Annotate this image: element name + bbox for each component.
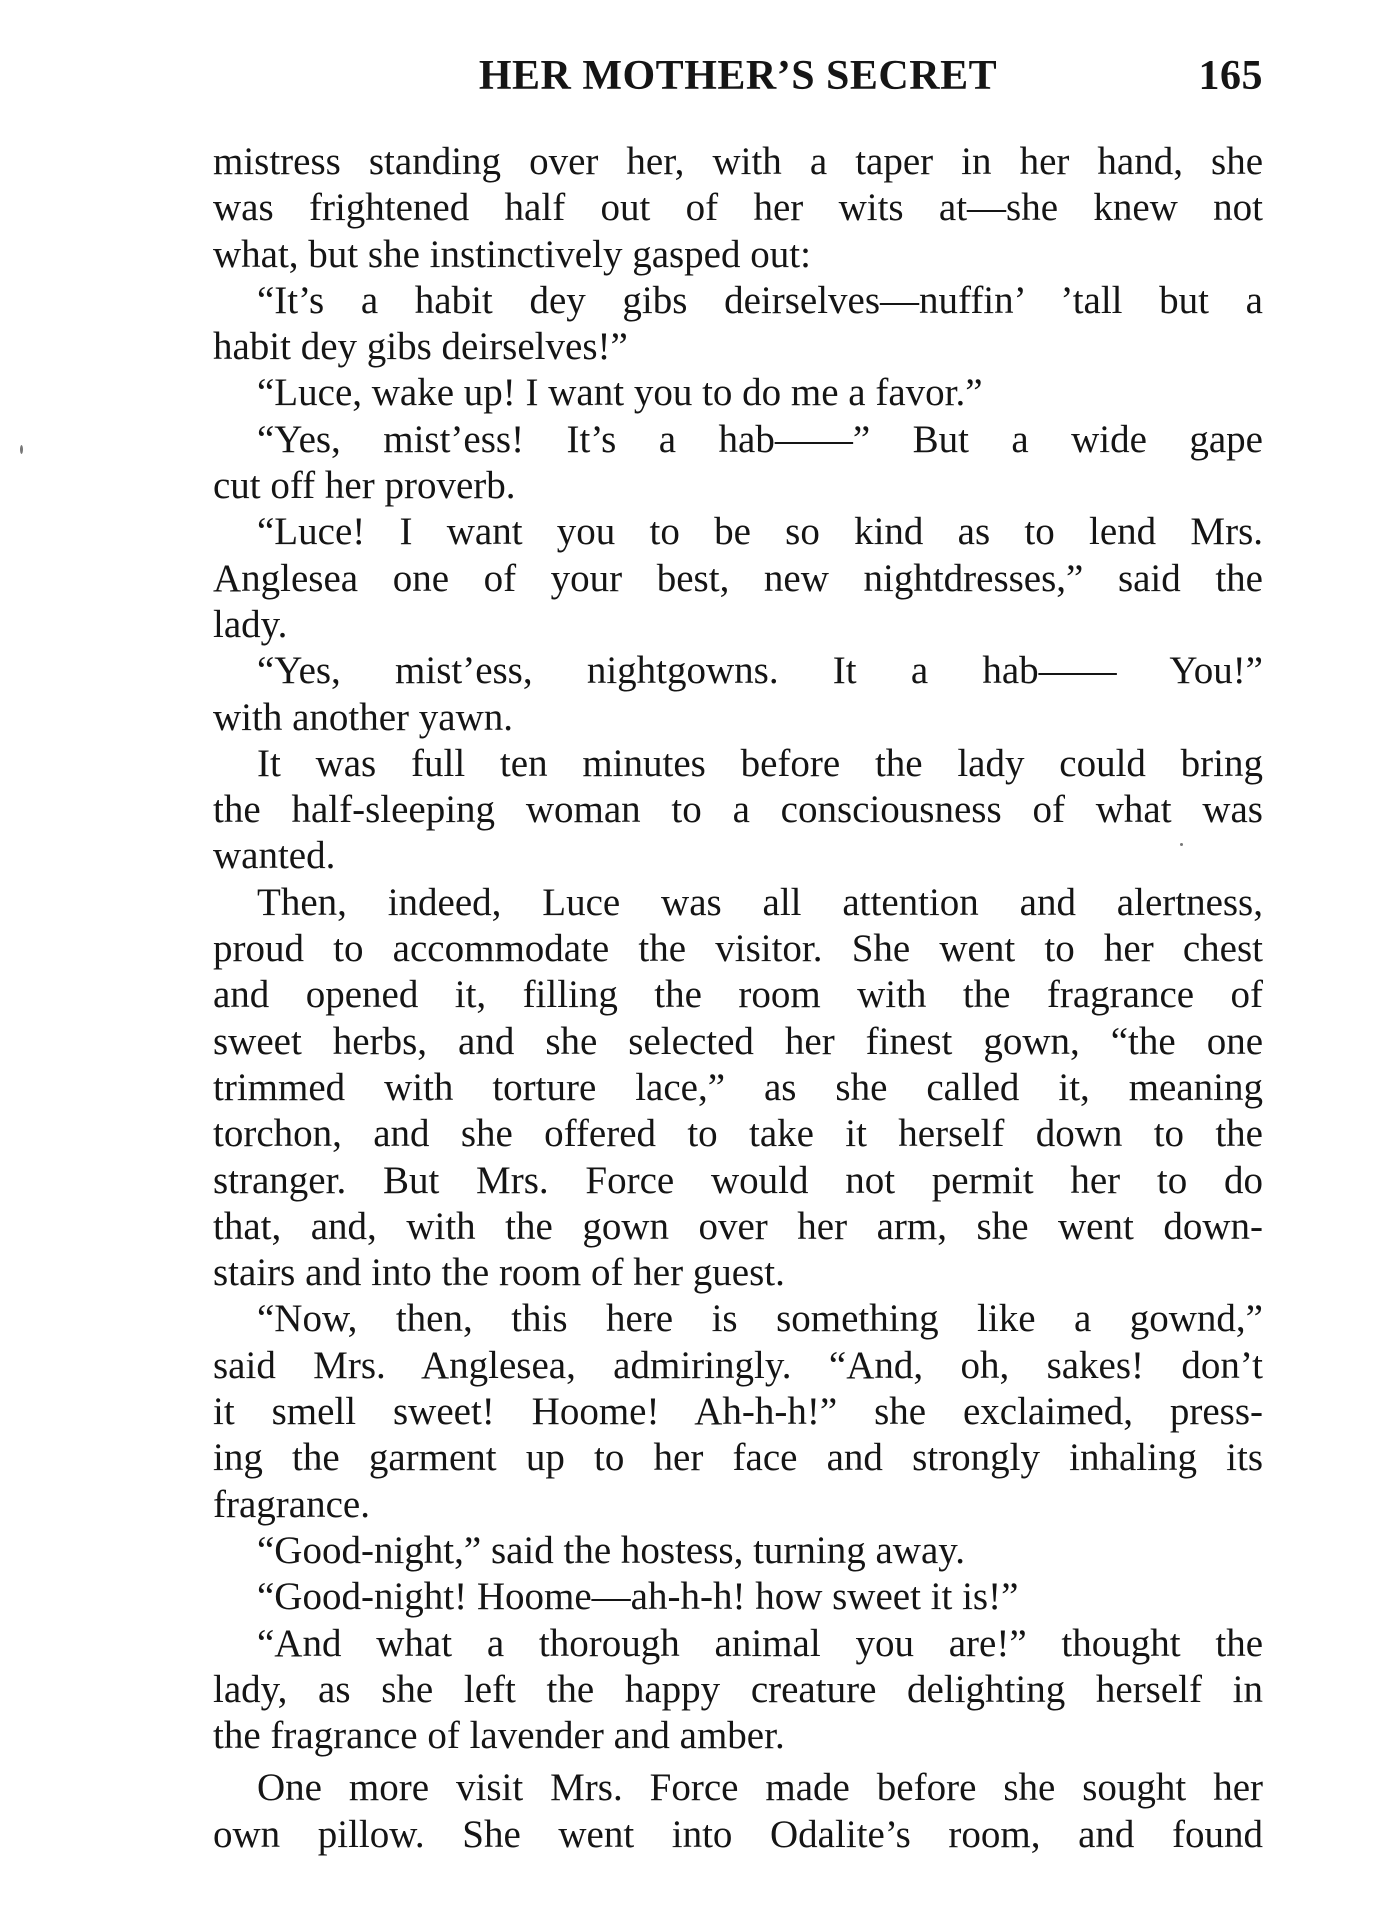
text-line: fragrance. <box>213 1482 370 1526</box>
text-line: what, but she instinctively gasped out: <box>213 232 811 276</box>
text-line: the half-sleeping woman to a consciousness of what was <box>213 788 1263 832</box>
body-text <box>213 139 1263 1858</box>
text-line: it smell sweet! Hoome! Ah-h-h!” she exclaimed, press- <box>213 1390 1263 1434</box>
text-line: It was full ten minutes before the lady could bring <box>257 741 1263 785</box>
text-line: Anglesea one of your best, new nightdresses,” said the <box>213 556 1263 600</box>
scan-speck <box>1180 843 1183 846</box>
text-line: stranger. But Mrs. Force would not permit her to do <box>213 1158 1263 1202</box>
text-line: and opened it, filling the room with the fragrance of <box>213 973 1263 1017</box>
text-line: lady, as she left the happy creature delighting herself in <box>213 1667 1263 1711</box>
text-line: “Yes, mist’ess! It’s a hab——” But a wide gape <box>257 417 1263 461</box>
text-line: “Yes, mist’ess, nightgowns. It a hab—— You!” <box>257 649 1263 693</box>
text-line: “Good-night,” said the hostess, turning away. <box>257 1528 965 1572</box>
text-line: One more visit Mrs. Force made before she sought her <box>257 1766 1263 1810</box>
text-line: habit dey gibs deirselves!” <box>213 325 628 369</box>
text-line: “Luce! I want you to be so kind as to lend Mrs. <box>257 510 1263 554</box>
text-line: that, and, with the gown over her arm, she went down- <box>213 1204 1263 1248</box>
text-line: “Now, then, this here is something like a gownd,” <box>257 1297 1263 1341</box>
page-header <box>213 46 1263 106</box>
text-line: trimmed with torture lace,” as she called it, meaning <box>213 1065 1263 1109</box>
text-line: torchon, and she offered to take it herself down to the <box>213 1112 1263 1156</box>
text-line: wanted. <box>213 834 336 878</box>
text-line: was frightened half out of her wits at—she knew not <box>213 186 1263 230</box>
text-line: mistress standing over her, with a taper in her hand, she <box>213 140 1263 183</box>
page-number: 165 <box>1198 53 1263 99</box>
text-line: Then, indeed, Luce was all attention and alertness, <box>257 880 1263 924</box>
text-line: sweet herbs, and she selected her finest gown, “the one <box>213 1019 1263 1063</box>
running-title: HER MOTHER’S SECRET <box>478 53 998 99</box>
text-line: lady. <box>213 602 288 646</box>
text-line: the fragrance of lavender and amber. <box>213 1714 785 1758</box>
text-line: cut off her proverb. <box>213 464 516 508</box>
text-line: “And what a thorough animal you are!” thought the <box>257 1621 1263 1665</box>
scan-speck <box>20 445 23 454</box>
text-line: with another yawn. <box>213 695 514 739</box>
text-line: proud to accommodate the visitor. She went to her chest <box>213 927 1263 971</box>
text-line: “Good-night! Hoome—ah-h-h! how sweet it is!” <box>257 1575 1019 1619</box>
text-line: ing the garment up to her face and strongly inhaling its <box>213 1436 1263 1480</box>
text-line: “Luce, wake up! I want you to do me a favor.” <box>257 371 983 415</box>
text-line: stairs and into the room of her guest. <box>213 1251 785 1295</box>
text-line: own pillow. She went into Odalite’s room, and found <box>213 1812 1263 1856</box>
text-line: “It’s a habit dey gibs deirselves—nuffin’ ’tall but a <box>257 278 1263 322</box>
text-line: said Mrs. Anglesea, admiringly. “And, oh, sakes! don’t <box>213 1343 1263 1387</box>
